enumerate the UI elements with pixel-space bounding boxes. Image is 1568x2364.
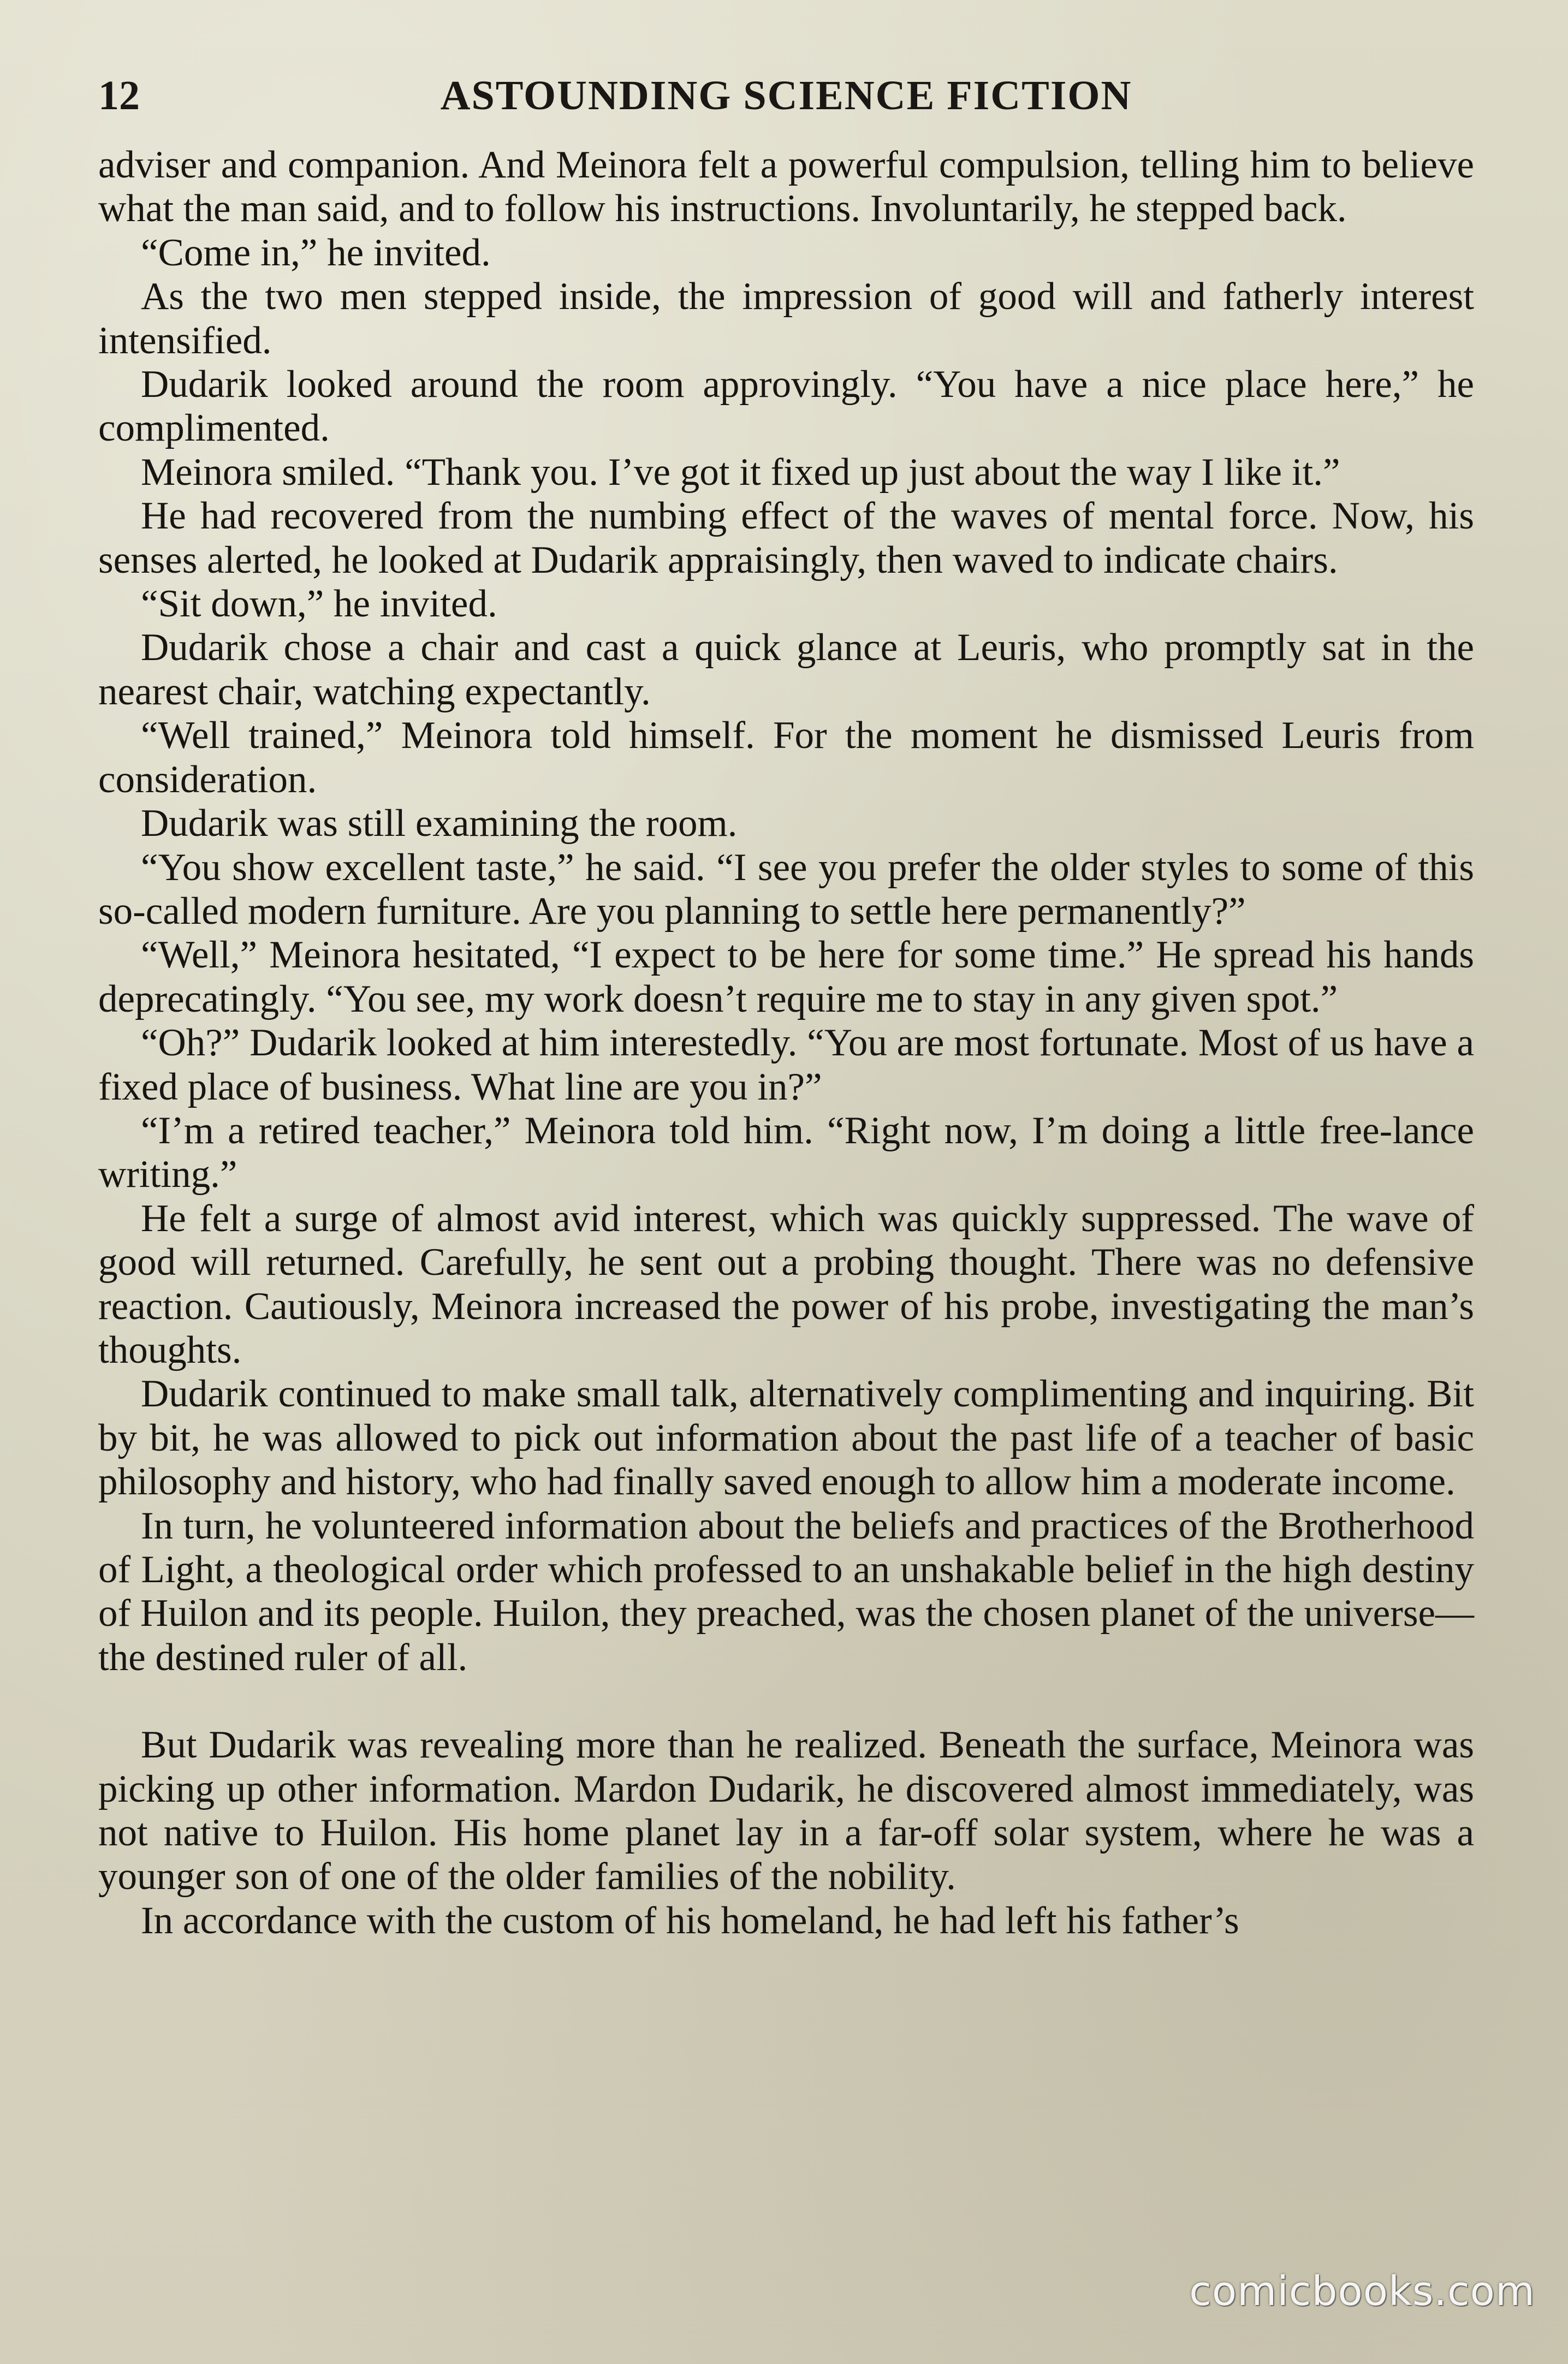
paragraph: In turn, he volunteered information about the beliefs and practices of the Brotherhood of Light, a theological order which professed to an unshakable belief in the high destiny of Huilon and its people. Huilon, they preached, was the chosen planet of the universe—the destined ruler of all. (98, 1504, 1474, 1679)
paragraph: adviser and companion. And Meinora felt a powerful compulsion, telling him to believe what the man said, and to follow his instructions. Involuntarily, he stepped back. (98, 144, 1474, 230)
page-header (98, 66, 1474, 126)
paragraph: “Well trained,” Meinora told himself. For the moment he dismissed Leuris from consideration. (98, 714, 1474, 801)
paragraph: “I’m a retired teacher,” Meinora told him. “Right now, I’m doing a little free-lance writing.” (98, 1109, 1474, 1196)
paragraph: Meinora smiled. “Thank you. I’ve got it fixed up just about the way I like it.” (141, 450, 1340, 494)
paragraph: He felt a surge of almost avid interest, which was quickly suppressed. The wave of good will returned. Carefully, he sent out a probing thought. There was no defensive reaction. Cautiously, Meinora increased the power of his probe, investigating the man’s thoughts. (98, 1197, 1474, 1371)
watermark: comicbooks.com (1189, 2268, 1535, 2315)
section-break (98, 1679, 1474, 1723)
paragraph: As the two men stepped inside, the impression of good will and fatherly interest intensified. (98, 275, 1474, 362)
paragraph: “Come in,” he invited. (141, 231, 491, 274)
paragraph: In accordance with the custom of his homeland, he had left his father’s (141, 1899, 1239, 1942)
paragraph: “You show excellent taste,” he said. “I see you prefer the older styles to some of this so-called modern furniture. Are you planning to settle here permanently?” (98, 846, 1474, 932)
page-number: 12 (98, 73, 140, 118)
paragraph: Dudarik was still examining the room. (141, 802, 738, 845)
paragraph: Dudarik continued to make small talk, alternatively complimenting and inquiring. Bit by bit, he was allowed to pick out information about the past life of a teacher of basic philosophy and history, who had finally saved enough to allow him a moderate income. (98, 1373, 1474, 1504)
body-text (98, 143, 1474, 1943)
paragraph: But Dudarik was revealing more than he realized. Beneath the surface, Meinora was picking up other information. Mardon Dudarik, he discovered almost immediately, was not native to Huilon. His home planet lay in a far-off solar system, where he was a younger son of one of the older families of the nobility. (98, 1724, 1474, 1898)
running-head: ASTOUNDING SCIENCE FICTION (440, 73, 1132, 118)
paragraph: “Oh?” Dudarik looked at him interestedly. “You are most fortunate. Most of us have a fixed place of business. What line are you in?” (98, 1021, 1474, 1108)
paragraph: “Well,” Meinora hesitated, “I expect to be here for some time.” He spread his hands deprecatingly. “You see, my work doesn’t require me to stay in any given spot.” (98, 934, 1474, 1020)
paragraph: Dudarik chose a chair and cast a quick glance at Leuris, who promptly sat in the nearest chair, watching expectantly. (98, 626, 1474, 713)
paragraph: “Sit down,” he invited. (141, 583, 497, 626)
paragraph: He had recovered from the numbing effect of the waves of mental force. Now, his senses alerted, he looked at Dudarik appraisingly, then waved to indicate chairs. (98, 495, 1474, 581)
paragraph: Dudarik looked around the room approvingly. “You have a nice place here,” he complimented. (98, 363, 1474, 450)
